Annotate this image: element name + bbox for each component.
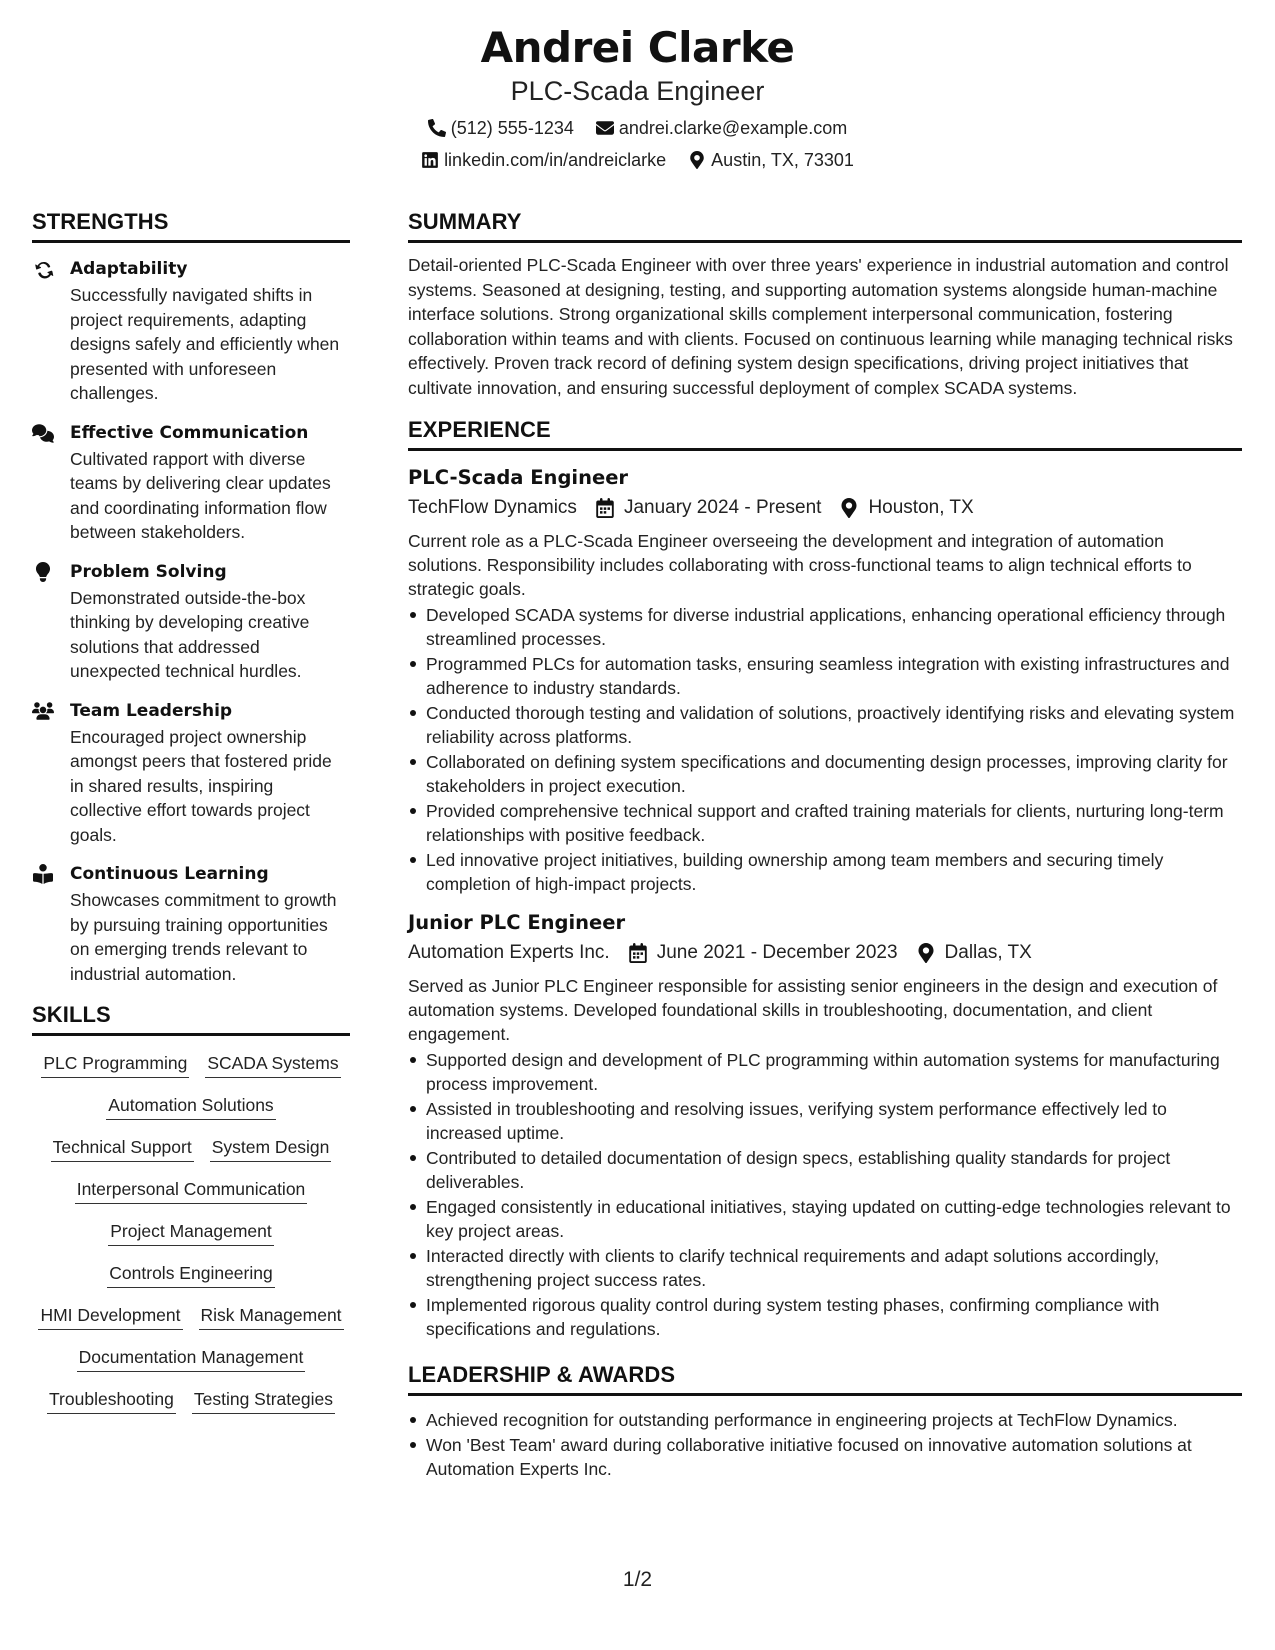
calendar-icon	[628, 943, 648, 963]
skill-tag: Controls Engineering	[107, 1260, 274, 1288]
list-item: Engaged consistently in educational initiatives, staying updated on cutting-edge technologies relevant to key project areas.	[408, 1195, 1242, 1243]
job-company: TechFlow Dynamics	[408, 497, 577, 518]
list-item: Provided comprehensive technical support and crafted training materials for clients, nurturing long-term relationships with positive feedback.	[408, 799, 1242, 847]
strength-desc: Demonstrated outside-the-box thinking by developing creative solutions that addressed unexpected technical hurdles.	[70, 587, 310, 681]
job-entry	[408, 463, 1242, 896]
job-dates: January 2024 - Present	[623, 497, 822, 518]
skill-tag: Project Management	[108, 1218, 273, 1246]
book-reader-icon	[32, 864, 54, 884]
strength-title: Adaptability	[70, 259, 188, 279]
lightbulb-icon	[32, 562, 54, 582]
map-marker-icon	[839, 498, 859, 518]
job-entry	[408, 908, 1242, 1341]
right-column	[408, 206, 1242, 1482]
list-item: Developed SCADA systems for diverse industrial applications, enhancing operational efficiency through streamlined processes.	[408, 603, 1242, 651]
location-text: Austin, TX, 73301	[711, 150, 854, 170]
contact-row-2	[0, 144, 1275, 176]
strengths-heading: STRENGTHS	[32, 206, 350, 243]
contact-phone	[428, 112, 574, 144]
phone-icon	[428, 119, 446, 137]
skill-tag: Technical Support	[51, 1134, 194, 1162]
contact-linkedin[interactable]	[421, 144, 666, 176]
list-item: Collaborated on defining system specifications and documenting design processes, improving clarity for stakeholders in project execution.	[408, 750, 1242, 798]
left-column	[32, 206, 350, 1414]
job-bullets	[408, 603, 1242, 896]
job-company: Automation Experts Inc.	[408, 942, 610, 963]
list-item: Led innovative project initiatives, building ownership among team members and securing timely completion of high-impact projects.	[408, 848, 1242, 896]
list-item: Implemented rigorous quality control during system testing phases, confirming compliance with specifications and regulations.	[408, 1293, 1242, 1341]
strength-item	[32, 255, 350, 406]
experience-heading: EXPERIENCE	[408, 414, 1242, 451]
list-item: Conducted thorough testing and validation of solutions, proactively identifying risks and elevating system reliability across platforms.	[408, 701, 1242, 749]
strength-item	[32, 558, 350, 684]
job-meta	[408, 938, 1242, 968]
strength-item	[32, 419, 350, 545]
strength-desc: Successfully navigated shifts in project requirements, adapting designs safely and efficiently when presented with unforeseen challenges.	[70, 285, 340, 403]
map-marker-icon	[688, 151, 706, 169]
list-item: Interacted directly with clients to clarify technical requirements and adapt solutions accordingly, strengthening project success rates.	[408, 1244, 1242, 1292]
map-marker-icon	[916, 943, 936, 963]
calendar-icon	[595, 498, 615, 518]
resume-header	[0, 22, 1275, 176]
list-item: Supported design and development of PLC programming within automation systems for manufacturing process improvement.	[408, 1048, 1242, 1096]
contact-row-1	[0, 112, 1275, 144]
list-item: Contributed to detailed documentation of design specs, establishing quality standards for project deliverables.	[408, 1146, 1242, 1194]
email-text: andrei.clarke@example.com	[618, 118, 848, 138]
contact-email[interactable]	[596, 112, 847, 144]
list-item: Achieved recognition for outstanding performance in engineering projects at TechFlow Dynamics.	[408, 1408, 1242, 1432]
skills-heading: SKILLS	[32, 999, 350, 1036]
job-location: Dallas, TX	[944, 942, 1032, 963]
job-location: Houston, TX	[868, 497, 974, 518]
strength-title: Continuous Learning	[70, 864, 269, 884]
skill-tag: System Design	[210, 1134, 332, 1162]
awards-heading: LEADERSHIP & AWARDS	[408, 1359, 1242, 1396]
skill-tag: Troubleshooting	[47, 1386, 176, 1414]
list-item: Won 'Best Team' award during collaborative initiative focused on innovative automation solutions at Automation Experts Inc.	[408, 1433, 1242, 1481]
strength-title: Effective Communication	[70, 422, 309, 443]
strength-item	[32, 697, 350, 848]
awards-list	[408, 1408, 1242, 1481]
job-role: PLC-Scada Engineer	[408, 466, 629, 489]
skill-tag: Documentation Management	[77, 1344, 306, 1372]
linkedin-icon	[421, 151, 439, 169]
strength-item	[32, 860, 350, 986]
comments-icon	[32, 423, 54, 443]
skill-tag: SCADA Systems	[205, 1050, 340, 1078]
job-description: Served as Junior PLC Engineer responsible for assisting senior engineers in the design and execution of automation systems. Developed foundational skills in troubleshooting, documentation, and client engagement.	[408, 976, 1218, 1044]
job-role: Junior PLC Engineer	[408, 911, 626, 934]
job-meta	[408, 493, 1242, 523]
candidate-title: PLC-Scada Engineer	[510, 76, 765, 106]
strength-title: Team Leadership	[70, 700, 233, 721]
candidate-name: Andrei Clarke	[480, 23, 795, 72]
users-icon	[32, 701, 54, 721]
sync-icon	[32, 259, 54, 279]
envelope-icon	[596, 119, 614, 137]
job-description: Current role as a PLC-Scada Engineer overseeing the development and integration of automation solutions. Responsibility includes collaborating with cross-functional teams to align technical efforts to strategic goals.	[408, 531, 1192, 599]
summary-text: Detail-oriented PLC-Scada Engineer with over three years' experience in industrial automation and control systems. Seasoned at designing, testing, and supporting automation systems alongside human-machine interface solutions. Strong organizational skills complement interpersonal communication, fostering collaboration within teams and with clients. Focused on continuous learning while managing technical risks effectively. Proven track record of defining system design specifications, driving project initiatives that cultivate innovation, and ensuring successful deployment of complex SCADA systems.	[408, 255, 1233, 398]
skills-list	[32, 1044, 350, 1414]
list-item: Programmed PLCs for automation tasks, ensuring seamless integration with existing infrastructures and adherence to industry standards.	[408, 652, 1242, 700]
contact-location	[688, 144, 854, 176]
strength-desc: Encouraged project ownership amongst peers that fostered pride in shared results, inspiring collective effort towards project goals.	[70, 726, 332, 845]
linkedin-text: linkedin.com/in/andreiclarke	[444, 150, 667, 170]
strength-desc: Cultivated rapport with diverse teams by delivering clear updates and coordinating information flow between stakeholders.	[70, 448, 331, 542]
list-item: Assisted in troubleshooting and resolving issues, verifying system performance effectively led to increased uptime.	[408, 1097, 1242, 1145]
skill-tag: PLC Programming	[41, 1050, 189, 1078]
job-dates: June 2021 - December 2023	[656, 942, 898, 963]
page-number: 1/2	[622, 1568, 653, 1591]
strength-desc: Showcases commitment to growth by pursuing training opportunities on emerging trends relevant to industrial automation.	[70, 890, 337, 984]
skill-tag: Testing Strategies	[192, 1386, 335, 1414]
skill-tag: Automation Solutions	[106, 1092, 275, 1120]
job-bullets	[408, 1048, 1242, 1341]
phone-text: (512) 555-1234	[450, 118, 574, 138]
strength-title: Problem Solving	[70, 561, 227, 582]
skill-tag: HMI Development	[38, 1302, 182, 1330]
skill-tag: Risk Management	[199, 1302, 344, 1330]
summary-heading: SUMMARY	[408, 206, 1242, 243]
skill-tag: Interpersonal Communication	[75, 1176, 308, 1204]
